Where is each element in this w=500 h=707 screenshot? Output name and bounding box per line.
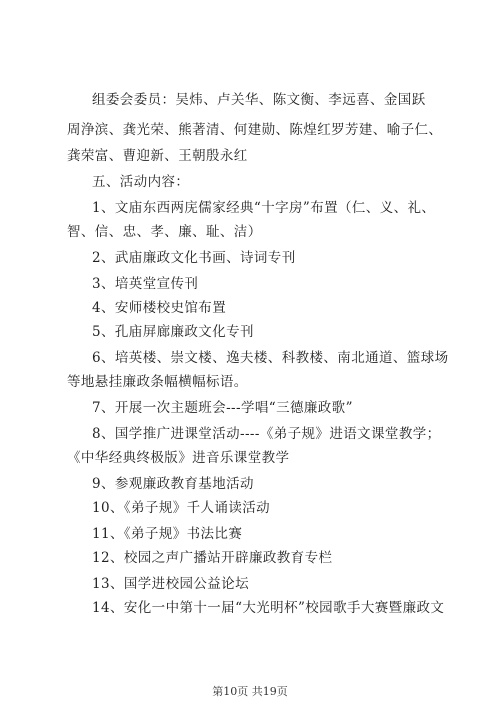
activity-item-8-cont: 《中华经典终极版》进音乐课堂教学 — [67, 450, 290, 466]
activity-item-5: 5、孔庙屏廊廉政文化专刊 — [92, 324, 254, 340]
activity-item-6-cont: 等地悬挂廉政条幅横幅标语。 — [67, 374, 248, 390]
activity-item-7: 7、开展一次主题班会---学唱“三德廉政歌” — [92, 400, 353, 416]
committee-members-line-1: 组委会委员：吴炜、卢关华、陈文衡、李远喜、金国跃 — [92, 92, 426, 108]
activity-item-9: 9、参观廉政教育基地活动 — [92, 476, 254, 492]
activity-item-3: 3、培英堂宣传刊 — [92, 276, 199, 292]
activity-item-13: 13、国学进校园公益论坛 — [92, 576, 249, 592]
activity-item-6: 6、培英楼、崇文楼、逸夫楼、科教楼、南北通道、篮球场 — [92, 350, 449, 366]
activity-item-1-cont: 智、信、忠、孝、廉、耻、洁） — [67, 224, 262, 240]
activity-item-8: 8、国学推广进课堂活动----《弟子规》进语文课堂教学； — [92, 426, 441, 442]
committee-members-line-2: 周浄滨、龚光荣、熊著清、何建勋、陈煌红罗芳建、喻子仁、 — [67, 122, 443, 138]
activity-item-4: 4、安师楼校史馆布置 — [92, 300, 227, 316]
activity-item-12: 12、校园之声广播站开辟廉政教育专栏 — [92, 550, 333, 566]
page-footer: 第10页 共19页 — [212, 685, 288, 698]
committee-members-line-3: 龚荣富、曹迎新、王朝殷永红 — [67, 148, 248, 164]
section-heading-activities: 五、活动内容： — [92, 174, 190, 190]
activity-item-11: 11、《弟子规》书法比赛 — [92, 526, 243, 542]
activity-item-10: 10、《弟子规》千人诵读活动 — [92, 500, 271, 516]
activity-item-2: 2、武庙廉政文化书画、诗词专刊 — [92, 250, 296, 266]
activity-item-1: 1、文庙东西两庑儒家经典“十字房”布置（仁、义、礼、 — [92, 200, 436, 216]
activity-item-14: 14、安化一中第十一届“大光明杯”校园歌手大赛暨廉政文 — [92, 600, 445, 616]
